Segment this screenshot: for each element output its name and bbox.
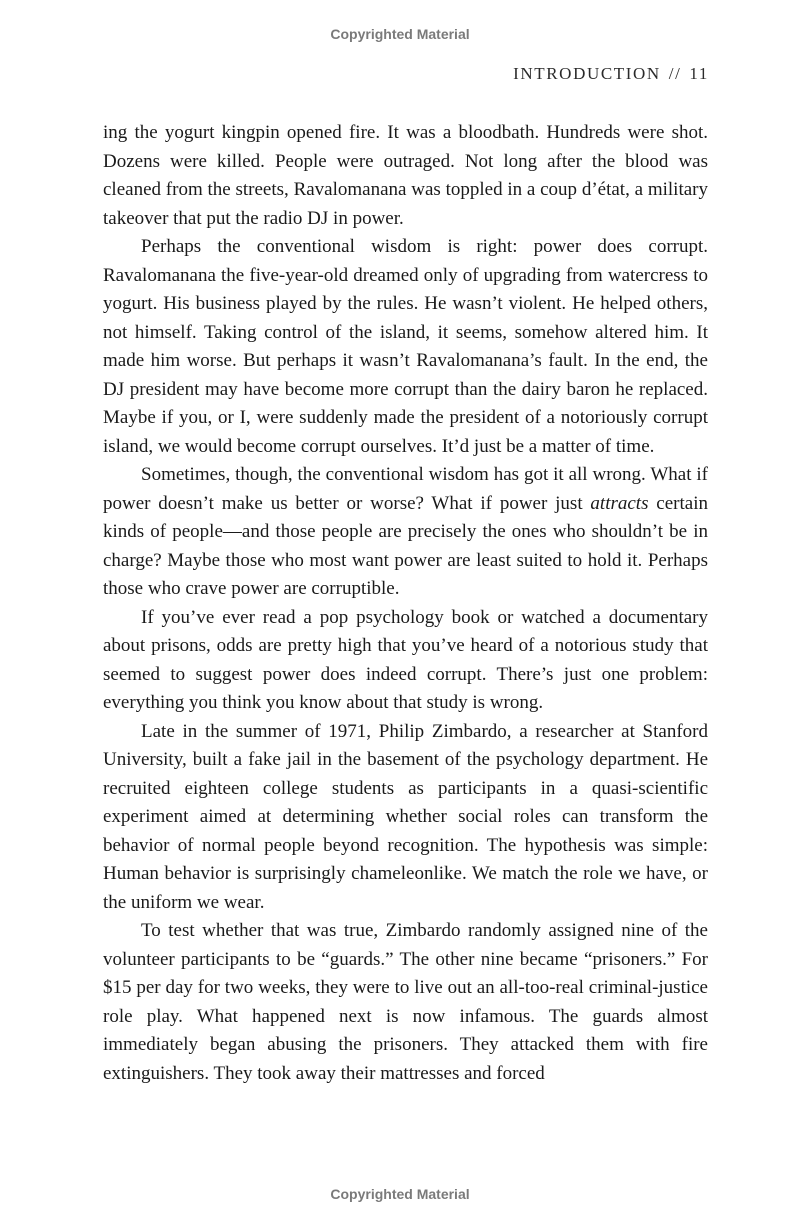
- paragraph-5: Late in the summer of 1971, Philip Zimbardo, a researcher at Stanford University, built a fake jail in the basement of the psychology department. He recruited eighteen college students as participants in a quasi-scientific experiment aimed at determining whether social roles can transform the behavior of normal people beyond recognition. The hypothesis was simple: Human behavior is surprisingly chameleonlike. We match the role we have, or the uniform we wear.: [103, 720, 708, 913]
- paragraph-1: ing the yogurt kingpin opened fire. It was a bloodbath. Hundreds were shot. Dozens were killed. People were outraged. Not long after the blood was cleaned from the streets, Ravalomanana was toppled in a coup d’état, a military takeover that put the radio DJ in power.: [103, 122, 708, 229]
- paragraph-2: Perhaps the conventional wisdom is right: power does corrupt. Ravalomanana the five-year-old dreamed only of upgrading from watercress to yogurt. His business played by the rules. He wasn’t violent. He helped others, not himself. Taking control of the island, it seems, somehow altered him. It made him worse. But perhaps it wasn’t Ravalomanana’s fault. In the end, the DJ president may have become more corrupt than the dairy baron he replaced. Maybe if you, or I, were suddenly made the president of a notoriously corrupt island, we would become corrupt ourselves. It’d just be a matter of time.: [103, 236, 708, 457]
- section-title: INTRODUCTION: [513, 64, 661, 83]
- emphasis-attracts: attracts: [590, 492, 649, 514]
- page-number: 11: [689, 64, 709, 83]
- paragraph-6: To test whether that was true, Zimbardo randomly assigned nine of the volunteer participants to be “guards.” The other nine became “prisoners.” For $15 per day for two weeks, they were to live out an all-too-real criminal-justice role play. What happened next is now infamous. The guards almost immediately began abusing the prisoners. They attacked them with fire extinguishers. They took away their mattresses and forced: [103, 920, 708, 1084]
- copyright-watermark-bottom: Copyrighted Material: [330, 1186, 470, 1202]
- paragraph-4: If you’ve ever read a pop psychology book or watched a documentary about prisons, odds are pretty high that you’ve heard of a notorious study that seemed to suggest power does indeed corrupt. There’s just one problem: everything you think you know about that study is wrong.: [103, 606, 708, 713]
- running-header: [513, 64, 709, 84]
- paragraph-3-after: certain kinds of people—and those people are precisely the ones who shouldn’t be in charge? Maybe those who most want power are least suited to hold it. Perhaps those who crave power are corruptible.: [103, 492, 708, 599]
- body-text: [103, 119, 708, 1088]
- paragraph-3: [103, 461, 708, 604]
- copyright-watermark-top: Copyrighted Material: [330, 26, 470, 42]
- paragraph-3-before: Sometimes, though, the conventional wisdom has got it all wrong. What if power doesn’t make us better or worse? What if power just: [103, 464, 708, 514]
- header-separator: //: [668, 64, 682, 83]
